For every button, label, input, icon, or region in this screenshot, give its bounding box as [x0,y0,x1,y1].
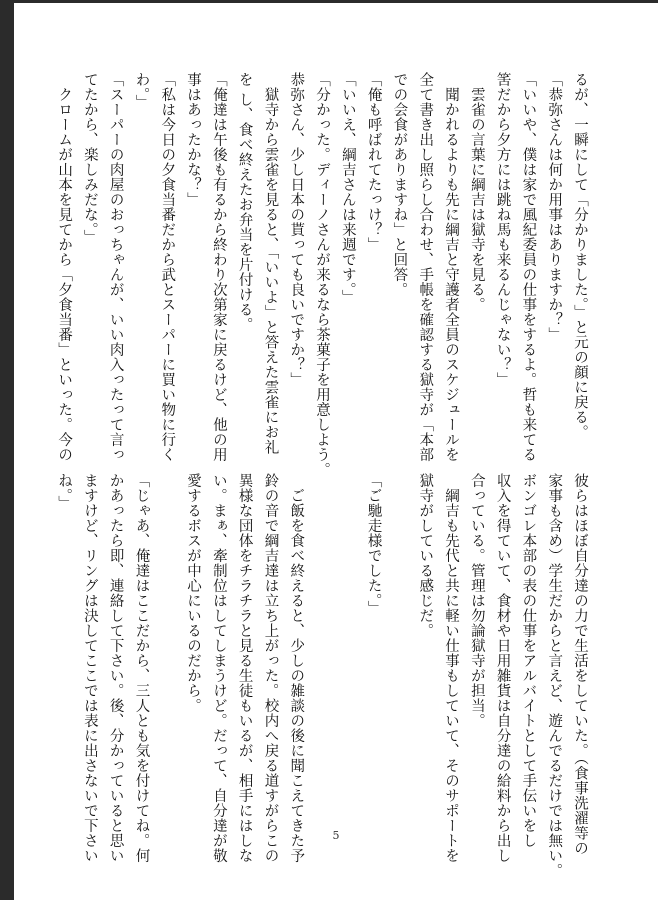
text-line: 聞かれるよりも先に綱吉と守護者全員のスケジュールを [443,72,460,462]
text-line: 異様な団体をチラチラと見る生徒もいるが、相手にはしな [236,473,253,863]
text-line: 事はあったかな？」 [185,72,202,207]
text-line: 「スーパーの肉屋のおっちゃんが、いい肉入ったって言っ [107,72,124,462]
text-line: ボンゴレ本部の表の仕事をアルバイトとして手伝いをし [520,473,537,848]
text-line: 収入を得ていて、食材や日用雑貨は自分達の給料から出し [494,473,511,863]
text-line: 合っている。管理は勿論獄寺が担当。 [468,473,485,728]
text-line: 全て書き出し照らし合わせ、手帳を確認する獄寺が「本部 [417,72,434,462]
text-line: 綱吉も先代と共に軽い仕事もしていて、そのサポートを [443,473,460,863]
text-line: かあったら即、連絡して下さい。後、分かっていると思い [107,473,124,863]
text-line: ご飯を食べ終えると、少しの雑談の後に聞こえてきた予 [288,473,305,863]
text-line: てたから、楽しみだな。」 [81,72,98,245]
text-line: 雲雀の言葉に綱吉は獄寺を見る。 [468,72,485,312]
text-line: 「恭弥さんは何か用事はありますか？」 [546,72,563,342]
text-line: 「分かった。ディーノさんが来るなら茶菓子を用意しよう。 [314,72,331,477]
text-line: るが、一瞬にして「分かりました。」と元の顔に戻る。 [572,72,588,440]
text-line: クロームが山本を見てから「夕食当番」といった。今の [56,72,73,462]
text-line: 筈だから夕方には跳ね馬も来るんじゃない？」 [494,72,511,387]
text-line: 「俺達は午後も有るから終わり次第家に戻るけど、他の用 [210,72,227,462]
text-line: 「ご馳走様でした。」 [365,473,382,616]
text-line: を し、食べ終えたお弁当を片付ける。 [236,72,253,333]
text-line: わ。」 [133,72,150,110]
text-line: 彼らはほぼ自分達の力で生活をしていた。（食事洗濯等の [572,473,588,856]
text-line: 「いいや、僕は家で風紀委員の仕事をするよ。哲も来てる [520,72,537,462]
text-line: 恭弥さん、少し日本の貰っても良いですか？」 [288,72,305,387]
text-line: ね。」 [56,473,73,511]
page-number: 5 [332,829,340,842]
text-line: 鈴の音で綱吉達は立ち上がった。校内へ戻る道すがらこの [262,473,279,863]
text-line: 家事も含め）学生だからと言えど、遊んでるだけでは無い。 [546,473,563,878]
text-line: 「俺も呼ばれてたっけ？」 [365,72,382,252]
text-block-bottom [50,473,592,878]
text-line: での会食がありますね」と回答。 [391,72,408,297]
text-line: 獄寺から雲雀を見ると、「いいよ」と答えた雲雀にお礼 [262,72,279,455]
text-line: 「いいえ、綱吉さんは来週です。」 [339,72,356,305]
text-line: 「じゃあ、俺達はここだから、三人とも気を付けてね。何 [133,473,150,863]
text-line: 獄寺がしている感じだ。 [417,473,434,638]
text-line: 愛するボスが中心にいるのだから。 [185,473,202,713]
text-block-top [50,72,592,477]
text-line: ますけど、リングは決してここでは表に出さないで下さい [81,473,98,863]
text-line: い。まぁ、牽制位はしてしまうけど。だって、自分達が敬 [210,473,227,863]
document-page [14,3,658,900]
text-line: 「私は今日の夕食当番だから武とスーパーに買い物に行く [159,72,176,462]
